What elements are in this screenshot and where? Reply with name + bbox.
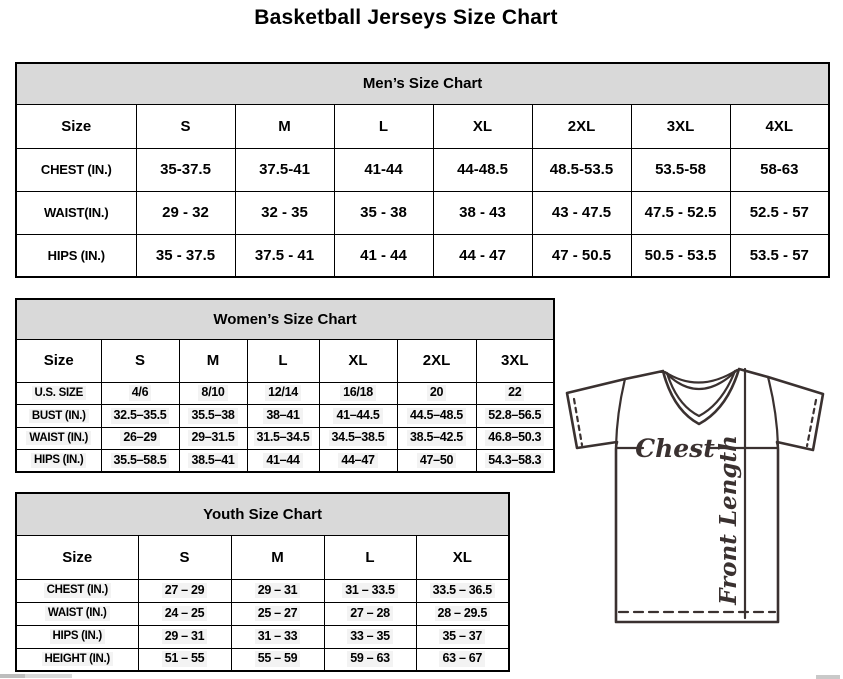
size-value	[231, 648, 324, 671]
size-value-text: 41–44	[263, 453, 302, 469]
size-value: 32 - 35	[235, 191, 334, 234]
size-value	[231, 625, 324, 648]
column-header: L	[324, 535, 416, 579]
size-value: 44-48.5	[433, 148, 532, 191]
size-value-text: 47–50	[417, 453, 456, 469]
womens-size-chart-table	[15, 298, 555, 473]
size-value	[319, 382, 397, 405]
size-value-text: 38.5–42.5	[407, 430, 466, 446]
womens-chart-header: Women’s Size Chart	[16, 299, 554, 339]
size-value-text: 8/10	[198, 385, 227, 401]
page-title: Basketball Jerseys Size Chart	[254, 6, 558, 29]
row-label-text: CHEST (IN.)	[44, 583, 111, 597]
size-value	[138, 648, 231, 671]
size-value	[416, 579, 509, 602]
row-label	[16, 450, 101, 473]
size-value	[397, 427, 476, 450]
size-value	[179, 405, 247, 428]
size-value-text: 20	[427, 385, 446, 401]
size-value-text: 54.3–58.3	[485, 453, 544, 469]
size-value-text: 52.8–56.5	[485, 408, 544, 424]
size-value	[319, 450, 397, 473]
size-value: 53.5 - 57	[730, 234, 829, 277]
size-value	[101, 427, 179, 450]
size-value	[324, 602, 416, 625]
size-value: 58-63	[730, 148, 829, 191]
size-value-text: 35.5–38	[188, 408, 237, 424]
size-value-text: 44–47	[338, 453, 377, 469]
row-label	[16, 579, 138, 602]
column-header: M	[235, 104, 334, 148]
column-header: XL	[433, 104, 532, 148]
row-label	[16, 382, 101, 405]
size-value: 41 - 44	[334, 234, 433, 277]
size-value	[416, 625, 509, 648]
column-header: XL	[319, 339, 397, 382]
size-value	[231, 602, 324, 625]
size-value-text: 35 – 37	[439, 629, 485, 645]
size-value	[231, 579, 324, 602]
row-label: HIPS (IN.)	[16, 234, 136, 277]
size-value-text: 12/14	[265, 385, 301, 401]
size-value	[138, 625, 231, 648]
row-label-text: HEIGHT (IN.)	[42, 652, 113, 666]
size-value	[324, 579, 416, 602]
column-header: 2XL	[532, 104, 631, 148]
size-value-text: 38–41	[263, 408, 302, 424]
size-value	[179, 427, 247, 450]
scrollbar-fragment-right[interactable]	[816, 675, 840, 679]
size-value-text: 24 – 25	[162, 606, 208, 622]
size-value: 43 - 47.5	[532, 191, 631, 234]
row-label: CHEST (IN.)	[16, 148, 136, 191]
size-value-text: 35.5–58.5	[111, 453, 170, 469]
size-value: 35 - 38	[334, 191, 433, 234]
row-label-text: HIPS (IN.)	[50, 629, 105, 643]
size-value-text: 26–29	[120, 430, 159, 446]
size-value	[101, 405, 179, 428]
column-header: XL	[416, 535, 509, 579]
size-value	[247, 427, 319, 450]
size-value	[476, 427, 554, 450]
size-value	[179, 382, 247, 405]
row-label-text: WAIST (IN.)	[26, 431, 91, 445]
mens-chart-header: Men’s Size Chart	[16, 63, 829, 104]
scrollbar-fragment-left-track[interactable]	[25, 674, 72, 678]
size-value: 37.5 - 41	[235, 234, 334, 277]
size-value-text: 33.5 – 36.5	[430, 583, 495, 599]
size-value-text: 29–31.5	[188, 430, 237, 446]
size-value-text: 22	[505, 385, 524, 401]
size-value	[416, 648, 509, 671]
size-value-text: 31.5–34.5	[254, 430, 313, 446]
size-value-text: 59 – 63	[347, 651, 393, 667]
row-label	[16, 625, 138, 648]
size-value-text: 29 – 31	[162, 629, 208, 645]
size-value-text: 16/18	[340, 385, 376, 401]
front-length-measurement-label: Front Length	[715, 435, 742, 605]
size-value	[101, 450, 179, 473]
size-header-cell: Size	[16, 339, 101, 382]
column-header: M	[179, 339, 247, 382]
row-label	[16, 602, 138, 625]
youth-size-chart-table	[15, 492, 510, 672]
size-value-text: 28 – 29.5	[435, 606, 490, 622]
size-value: 38 - 43	[433, 191, 532, 234]
size-value	[319, 405, 397, 428]
size-value	[476, 450, 554, 473]
size-value-text: 29 – 31	[255, 583, 301, 599]
column-header: 4XL	[730, 104, 829, 148]
size-value	[416, 602, 509, 625]
row-label	[16, 427, 101, 450]
size-value	[476, 405, 554, 428]
column-header: S	[101, 339, 179, 382]
size-value-text: 63 – 67	[439, 651, 485, 667]
size-value	[397, 450, 476, 473]
scrollbar-fragment-left[interactable]	[0, 674, 25, 678]
size-value-text: 51 – 55	[162, 651, 208, 667]
size-value: 47.5 - 52.5	[631, 191, 730, 234]
column-header: S	[136, 104, 235, 148]
size-value-text: 27 – 29	[162, 583, 208, 599]
size-value-text: 44.5–48.5	[407, 408, 466, 424]
size-value	[179, 450, 247, 473]
size-value-text: 4/6	[129, 385, 151, 401]
jersey-measurement-diagram	[555, 360, 843, 632]
column-header: 3XL	[631, 104, 730, 148]
size-value-text: 46.8–50.3	[485, 430, 544, 446]
size-value-text: 41–44.5	[333, 408, 382, 424]
size-value: 48.5-53.5	[532, 148, 631, 191]
size-value: 47 - 50.5	[532, 234, 631, 277]
size-value-text: 32.5–35.5	[111, 408, 170, 424]
size-value-text: 33 – 35	[347, 629, 393, 645]
size-value-text: 38.5–41	[188, 453, 237, 469]
size-value: 29 - 32	[136, 191, 235, 234]
size-value-text: 55 – 59	[255, 651, 301, 667]
row-label	[16, 405, 101, 428]
size-value-text: 25 – 27	[255, 606, 301, 622]
column-header: M	[231, 535, 324, 579]
row-label-text: U.S. SIZE	[32, 386, 86, 400]
size-value	[247, 450, 319, 473]
column-header: L	[334, 104, 433, 148]
size-value	[319, 427, 397, 450]
row-label	[16, 648, 138, 671]
size-value: 44 - 47	[433, 234, 532, 277]
size-value: 41-44	[334, 148, 433, 191]
size-value	[101, 382, 179, 405]
size-value-text: 31 – 33.5	[342, 583, 397, 599]
column-header: L	[247, 339, 319, 382]
mens-size-chart-table	[15, 62, 830, 278]
size-value	[247, 382, 319, 405]
row-label: WAIST(IN.)	[16, 191, 136, 234]
size-value: 35 - 37.5	[136, 234, 235, 277]
column-header: 3XL	[476, 339, 554, 382]
size-value	[138, 602, 231, 625]
size-value-text: 27 – 28	[347, 606, 393, 622]
size-value	[397, 382, 476, 405]
row-label-text: WAIST (IN.)	[45, 606, 110, 620]
size-value	[247, 405, 319, 428]
size-value: 53.5-58	[631, 148, 730, 191]
chest-measurement-label: Chest	[635, 434, 715, 463]
size-value: 35-37.5	[136, 148, 235, 191]
size-header-cell: Size	[16, 104, 136, 148]
size-value: 50.5 - 53.5	[631, 234, 730, 277]
size-value	[324, 625, 416, 648]
column-header: S	[138, 535, 231, 579]
size-value	[397, 405, 476, 428]
size-value	[138, 579, 231, 602]
size-header-cell: Size	[16, 535, 138, 579]
size-value: 37.5-41	[235, 148, 334, 191]
size-value-text: 34.5–38.5	[329, 430, 388, 446]
size-value	[476, 382, 554, 405]
size-value-text: 31 – 33	[255, 629, 301, 645]
row-label-text: BUST (IN.)	[29, 409, 89, 423]
column-header: 2XL	[397, 339, 476, 382]
size-value	[324, 648, 416, 671]
row-label-text: HIPS (IN.)	[31, 453, 86, 467]
size-value: 52.5 - 57	[730, 191, 829, 234]
youth-chart-header: Youth Size Chart	[16, 493, 509, 535]
